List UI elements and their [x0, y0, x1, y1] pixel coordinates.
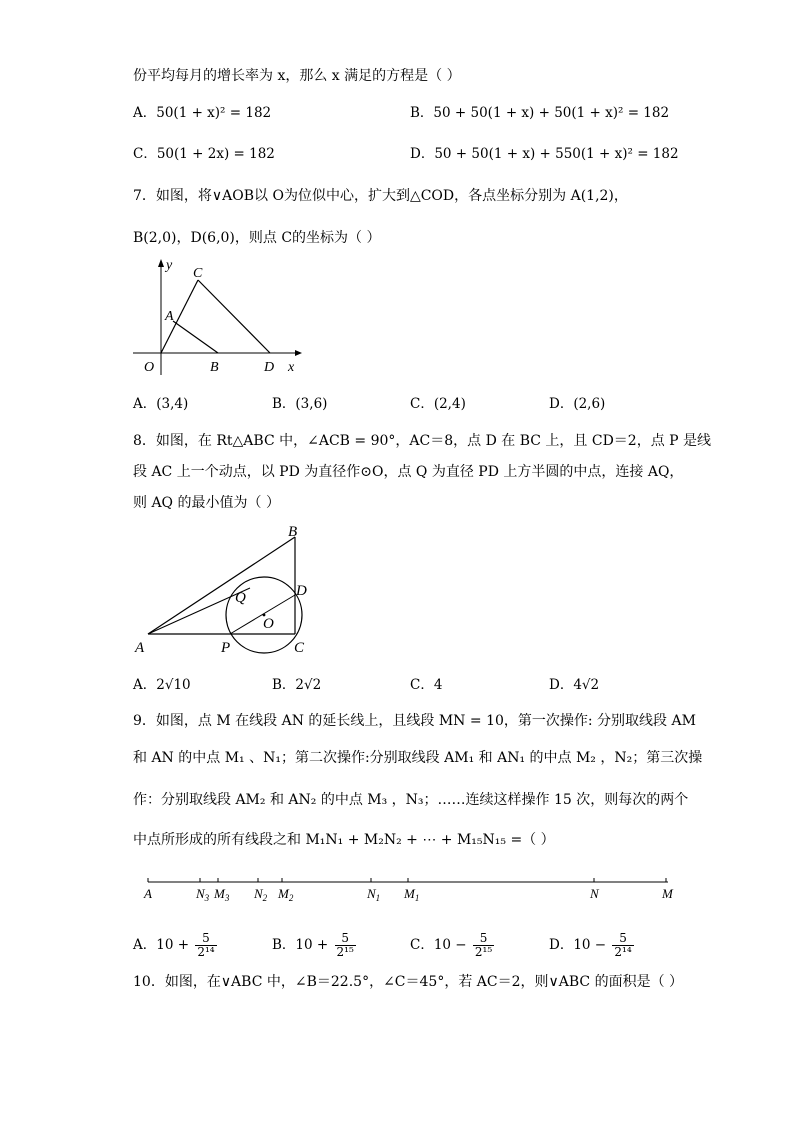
label-q: Q	[235, 590, 246, 606]
tick-label-m2: $M_2$	[278, 886, 294, 903]
q9-option-b-prefix: B．10 +	[272, 937, 329, 953]
frac-numerator: 5	[473, 932, 494, 946]
q9-option-d	[549, 932, 634, 959]
q8-option-a: A．2√10	[133, 677, 191, 693]
q9-stem-line3: 作：分别取线段 AM₂ 和 AN₂ 的中点 M₃ ，N₃；……连续这样操作 15 次，则每次的两个	[133, 792, 689, 808]
frac-denominator: 2¹⁵	[336, 945, 354, 959]
q8-option-b: B．2√2	[272, 677, 322, 693]
q7-option-c: C．(2,4)	[410, 396, 466, 412]
segment-cd	[198, 280, 270, 353]
tick-label-n: N	[590, 886, 599, 901]
q9-option-d-fraction	[612, 932, 633, 959]
label-p: P	[221, 640, 231, 656]
frac-denominator: 2¹⁵	[474, 945, 493, 959]
q9-option-a-prefix: A．10 +	[133, 937, 190, 953]
q9-stem-line2: 和 AN 的中点 M₁ 、N₁；第二次操作:分别取线段 AM₁ 和 AN₁ 的中点 M₂ ，N₂；第三次操	[133, 750, 703, 766]
tick-label-n3: $N_3$	[196, 886, 210, 903]
q8-option-d: D．4√2	[549, 677, 600, 693]
q6-stem: 份平均每月的增长率为 x，那么 x 满足的方程是（ ）	[133, 68, 461, 84]
q8-stem-line2: 段 AC 上一个动点，以 PD 为直径作⊙O，点 Q 为直径 PD 上方半圆的中点，连接 AQ，	[133, 464, 684, 480]
segment-ab	[173, 321, 218, 353]
q8-stem-line3: 则 AQ 的最小值为（ ）	[133, 495, 280, 511]
q8-stem-line1: 8．如图，在 Rt△ABC 中，∠ACB = 90°，AC＝8，点 D 在 BC 上，且 CD＝2，点 P 是线	[133, 433, 712, 449]
label-x: x	[288, 360, 295, 375]
tick-label-n1: $N_1$	[367, 886, 381, 903]
tick-label-n2: $N_2$	[254, 886, 268, 903]
label-o: O	[263, 616, 274, 632]
q9-option-b-fraction	[335, 932, 356, 959]
q9-option-c	[410, 932, 494, 959]
q9-stem-line1: 9．如图，点 M 在线段 AN 的延长线上，且线段 MN = 10，第一次操作: 分别取线段 AM	[133, 713, 696, 729]
label-a: A	[135, 640, 145, 656]
label-b: B	[210, 360, 219, 375]
q8-figure	[130, 520, 320, 660]
q9-figure	[140, 870, 680, 906]
q6-option-c: C．50(1 + 2x) = 182	[133, 146, 275, 162]
q9-option-d-prefix: D．10 −	[549, 937, 607, 953]
q7-stem-line2: B(2,0)，D(6,0)，则点 C的坐标为（ ）	[133, 230, 381, 246]
tick-label-m: M	[662, 886, 673, 901]
frac-numerator: 5	[612, 932, 633, 946]
label-d: D	[264, 360, 275, 375]
q8-option-c: C．4	[410, 677, 443, 693]
tick-label-m3: $M_3$	[214, 886, 230, 903]
q9-stem-line4: 中点所形成的所有线段之和 M₁N₁ + M₂N₂ + ⋯ + M₁₅N₁₅ =（ ）	[133, 832, 555, 848]
frac-numerator: 5	[195, 932, 216, 946]
label-o: O	[144, 360, 155, 375]
frac-numerator: 5	[335, 932, 356, 946]
q10-stem: 10．如图，在∨ABC 中，∠B＝22.5°，∠C＝45°，若 AC＝2，则∨ABC 的面积是（ ）	[133, 974, 684, 990]
frac-denominator: 2¹⁴	[614, 945, 632, 959]
y-axis-arrow-icon	[158, 259, 164, 267]
label-y: y	[166, 258, 173, 273]
q6-option-b: B．50 + 50(1 + x) + 50(1 + x)² = 182	[410, 105, 670, 121]
label-c: C	[193, 266, 203, 281]
label-a: A	[165, 309, 174, 324]
label-d: D	[296, 583, 307, 599]
q6-option-a: A．50(1 + x)² = 182	[133, 105, 272, 121]
tick-label-m1: $M_1$	[404, 886, 420, 903]
x-axis-arrow-icon	[295, 350, 302, 356]
q7-option-b: B．(3,6)	[272, 396, 328, 412]
q7-option-a: A．(3,4)	[133, 396, 189, 412]
label-b: B	[288, 524, 298, 540]
q9-option-c-fraction	[473, 932, 494, 959]
q9-option-c-prefix: C．10 −	[410, 937, 467, 953]
q7-option-d: D．(2,6)	[549, 396, 606, 412]
q9-option-b	[272, 932, 356, 959]
q9-option-a-fraction	[195, 932, 216, 959]
frac-denominator: 2¹⁴	[197, 945, 215, 959]
q6-option-d: D．50 + 50(1 + x) + 550(1 + x)² = 182	[410, 146, 679, 162]
q9-option-a	[133, 932, 217, 959]
q7-figure	[130, 255, 310, 380]
label-c: C	[294, 640, 305, 656]
tick-label-a: A	[144, 886, 152, 901]
q7-stem-line1: 7．如图，将∨AOB以 O为位似中心，扩大到△COD，各点坐标分别为 A(1,2)，	[133, 188, 628, 204]
